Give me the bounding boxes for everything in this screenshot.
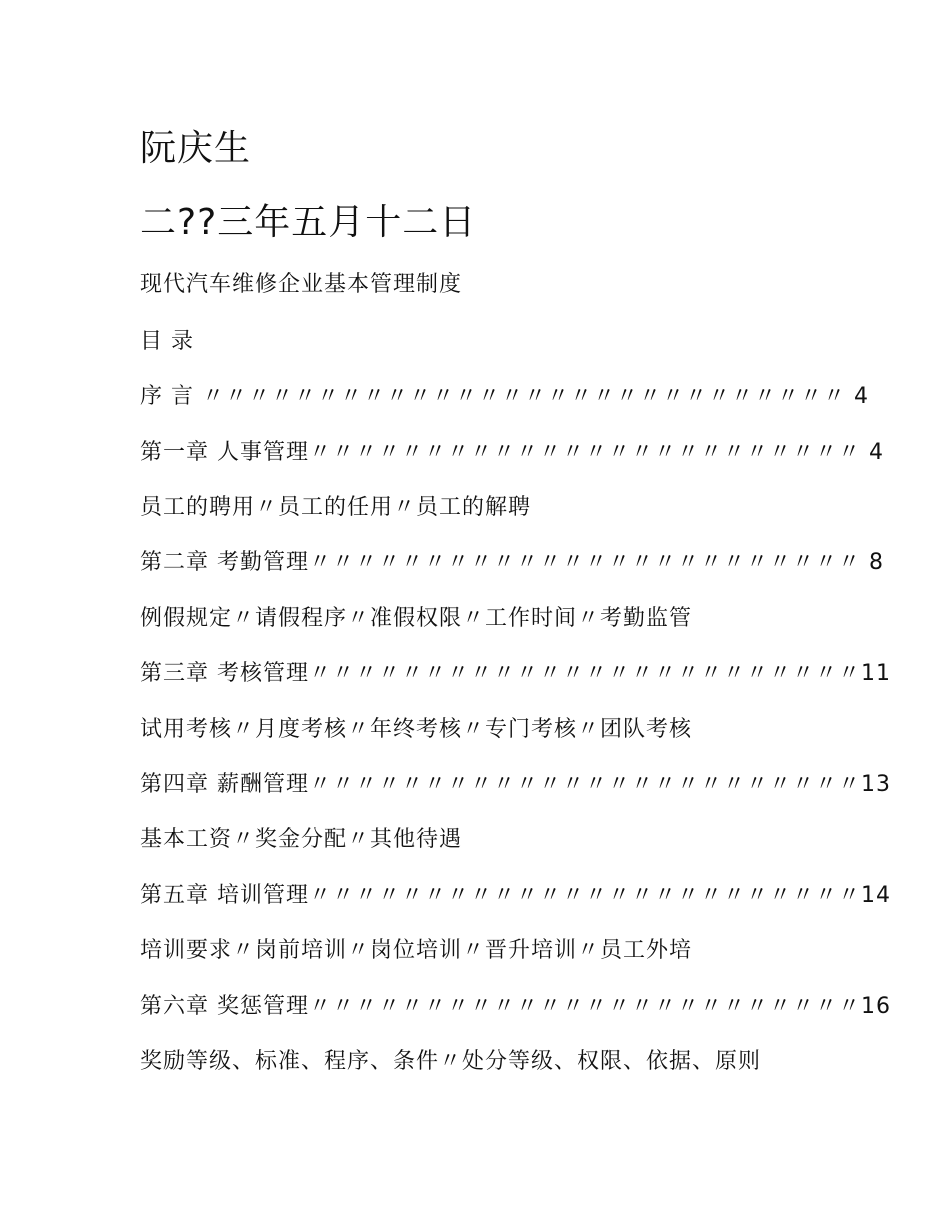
toc-entry-chapter-4: 第四章 薪酬管理〃〃〃〃〃〃〃〃〃〃〃〃〃〃〃〃〃〃〃〃〃〃〃〃13 — [140, 772, 891, 797]
toc-entry-preface: 序 言 〃〃〃〃〃〃〃〃〃〃〃〃〃〃〃〃〃〃〃〃〃〃〃〃〃〃〃〃 4 — [140, 384, 869, 409]
document-title: 现代汽车维修企业基本管理制度 — [140, 272, 463, 297]
toc-subtopics-chapter-6: 奖励等级、标准、程序、条件〃处分等级、权限、依据、原则 — [140, 1049, 762, 1074]
toc-subtopics-chapter-4: 基本工资〃奖金分配〃其他待遇 — [140, 827, 463, 852]
toc-entry-chapter-5: 第五章 培训管理〃〃〃〃〃〃〃〃〃〃〃〃〃〃〃〃〃〃〃〃〃〃〃〃14 — [140, 883, 891, 908]
toc-entry-chapter-6: 第六章 奖惩管理〃〃〃〃〃〃〃〃〃〃〃〃〃〃〃〃〃〃〃〃〃〃〃〃16 — [140, 994, 891, 1019]
author-name: 阮庆生 — [140, 128, 252, 169]
toc-subtopics-chapter-3: 试用考核〃月度考核〃年终考核〃专门考核〃团队考核 — [140, 717, 693, 742]
toc-entry-chapter-3: 第三章 考核管理〃〃〃〃〃〃〃〃〃〃〃〃〃〃〃〃〃〃〃〃〃〃〃〃11 — [140, 661, 891, 686]
document-date: 二??三年五月十二日 — [140, 202, 477, 243]
toc-subtopics-chapter-5: 培训要求〃岗前培训〃岗位培训〃晋升培训〃员工外培 — [140, 938, 693, 963]
toc-entry-chapter-2: 第二章 考勤管理〃〃〃〃〃〃〃〃〃〃〃〃〃〃〃〃〃〃〃〃〃〃〃〃 8 — [140, 550, 884, 575]
toc-subtopics-chapter-2: 例假规定〃请假程序〃准假权限〃工作时间〃考勤监管 — [140, 606, 693, 631]
toc-entry-chapter-1: 第一章 人事管理〃〃〃〃〃〃〃〃〃〃〃〃〃〃〃〃〃〃〃〃〃〃〃〃 4 — [140, 440, 884, 465]
toc-subtopics-chapter-1: 员工的聘用〃员工的任用〃员工的解聘 — [140, 495, 532, 520]
toc-heading: 目 录 — [140, 329, 194, 354]
